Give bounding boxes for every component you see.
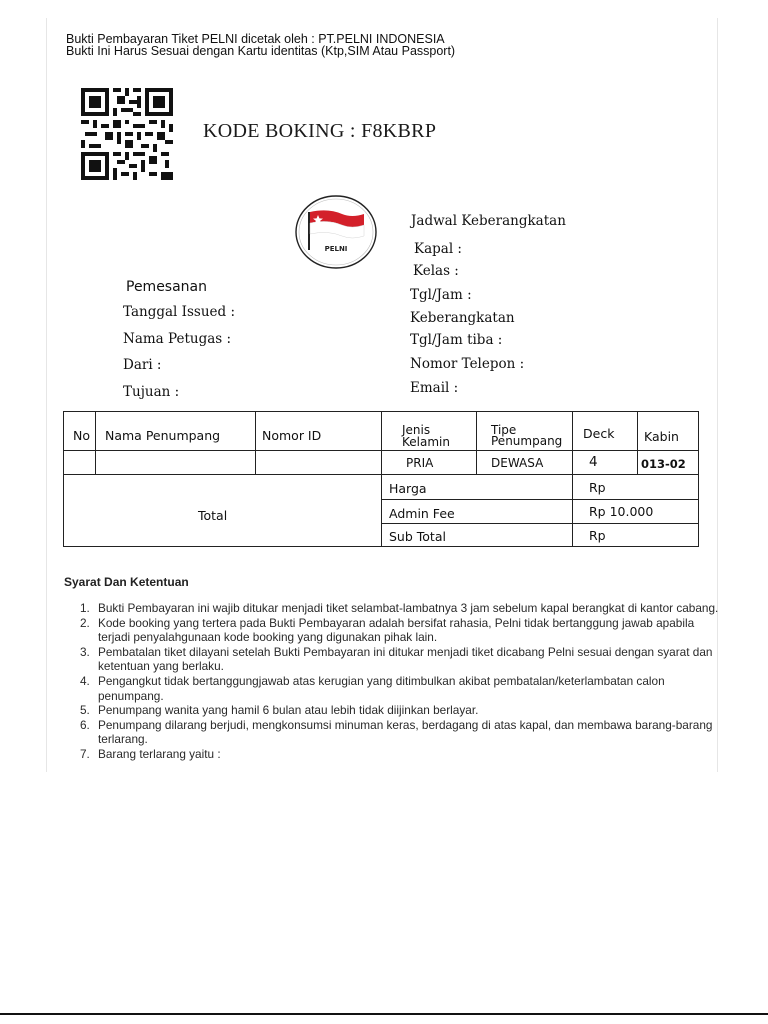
terms-item	[80, 747, 720, 762]
col-tipe-penumpang-2: Penumpang	[491, 434, 563, 448]
terms-item-number: 3.	[80, 644, 90, 659]
schedule-tgl-jam: Tgl/Jam :	[410, 287, 472, 303]
harga-value: Rp	[589, 480, 606, 495]
col-deck: Deck	[583, 426, 615, 441]
order-dari: Dari :	[123, 357, 162, 373]
schedule-kapal: Kapal :	[414, 241, 462, 257]
header-printed-by: Bukti Pembayaran Tiket PELNI dicetak oleh : PT.PELNI INDONESIA	[66, 32, 445, 46]
sub-total-value: Rp	[589, 528, 606, 543]
col-no: No	[73, 428, 90, 443]
terms-item-number: 1.	[80, 601, 90, 615]
terms-item-number: 6.	[80, 717, 90, 732]
row-deck: 4	[589, 454, 598, 470]
bottom-divider	[0, 1013, 768, 1015]
schedule-title: Jadwal Keberangkatan	[411, 213, 566, 229]
terms-item	[80, 616, 720, 645]
terms-item	[80, 718, 720, 747]
col-kabin: Kabin	[644, 429, 679, 444]
order-tujuan: Tujuan :	[123, 384, 180, 400]
terms-item-number: 4.	[80, 673, 90, 688]
passenger-table	[63, 411, 699, 547]
col-tipe-penumpang-1: Tipe	[491, 423, 517, 437]
col-nama-penumpang: Nama Penumpang	[105, 428, 221, 443]
total-label: Total	[198, 508, 228, 523]
admin-fee-value: Rp 10.000	[589, 504, 654, 519]
admin-fee-label: Admin Fee	[389, 506, 455, 521]
terms-item	[80, 674, 720, 703]
terms-list	[80, 601, 720, 762]
col-jenis-kelamin-1: Jenis	[402, 423, 431, 437]
order-title: Pemesanan	[126, 279, 208, 295]
booking-code: KODE BOKING : F8KBRP	[203, 120, 437, 142]
logo-text: PELNI	[324, 245, 348, 253]
terms-item-text: Penumpang wanita yang hamil 6 bulan atau lebih tidak diijinkan berlayar.	[98, 703, 479, 718]
col-nomor-id: Nomor ID	[262, 428, 322, 443]
terms-item-number: 5.	[80, 703, 90, 718]
header-id-notice: Bukti Ini Harus Sesuai dengan Kartu identitas (Ktp,SIM Atau Passport)	[66, 44, 456, 58]
qr-code-icon	[80, 88, 174, 180]
sub-total-label: Sub Total	[389, 529, 446, 544]
terms-item-text: Kode booking yang tertera pada Bukti Pembayaran adalah bersifat rahasia, Pelni tidak bertanggung jawab apabila terjadi penyalahgunaan kode booking yang digunakan pihak lain.	[98, 615, 695, 645]
terms-item	[80, 703, 720, 718]
schedule-kelas: Kelas :	[413, 263, 459, 279]
terms-item-text: Penumpang dilarang berjudi, mengkonsumsi minuman keras, berdagang di atas kapal, dan membawa barang-barang terlarang.	[98, 717, 713, 747]
pelni-logo-icon	[294, 194, 378, 270]
terms-item-text: Barang terlarang yaitu :	[98, 746, 221, 761]
terms-item-number: 7.	[80, 746, 90, 761]
terms-item	[80, 601, 720, 616]
col-jenis-kelamin-2: Kelamin	[402, 435, 450, 449]
order-nama-petugas: Nama Petugas :	[123, 331, 232, 347]
order-tanggal-issued: Tanggal Issued :	[123, 304, 235, 320]
schedule-email: Email :	[410, 380, 459, 396]
schedule-tgl-jam-tiba: Tgl/Jam tiba :	[410, 332, 503, 348]
terms-item	[80, 645, 720, 674]
terms-title: Syarat Dan Ketentuan	[64, 575, 189, 589]
row-jenis-kelamin: PRIA	[406, 456, 434, 470]
terms-item-number: 2.	[80, 615, 90, 630]
terms-item-text: Pengangkut tidak bertanggungjawab atas kerugian yang ditimbulkan akibat pembatalan/keterlambatan calon penumpang.	[98, 673, 665, 703]
terms-item-text: Bukti Pembayaran ini wajib ditukar menjadi tiket selambat-lambatnya 3 jam sebelum kapal berangkat di kantor cabang.	[98, 601, 719, 615]
schedule-keberangkatan: Keberangkatan	[410, 310, 515, 326]
harga-label: Harga	[389, 481, 427, 496]
terms-item-text: Pembatalan tiket dilayani setelah Bukti Pembayaran ini ditukar menjadi tiket dicabang Pelni sesuai dengan syarat dan ketentuan yang berlaku.	[98, 644, 713, 674]
schedule-telepon: Nomor Telepon :	[410, 356, 525, 372]
row-tipe-penumpang: DEWASA	[491, 456, 544, 470]
row-kabin: 013-02	[641, 457, 686, 471]
